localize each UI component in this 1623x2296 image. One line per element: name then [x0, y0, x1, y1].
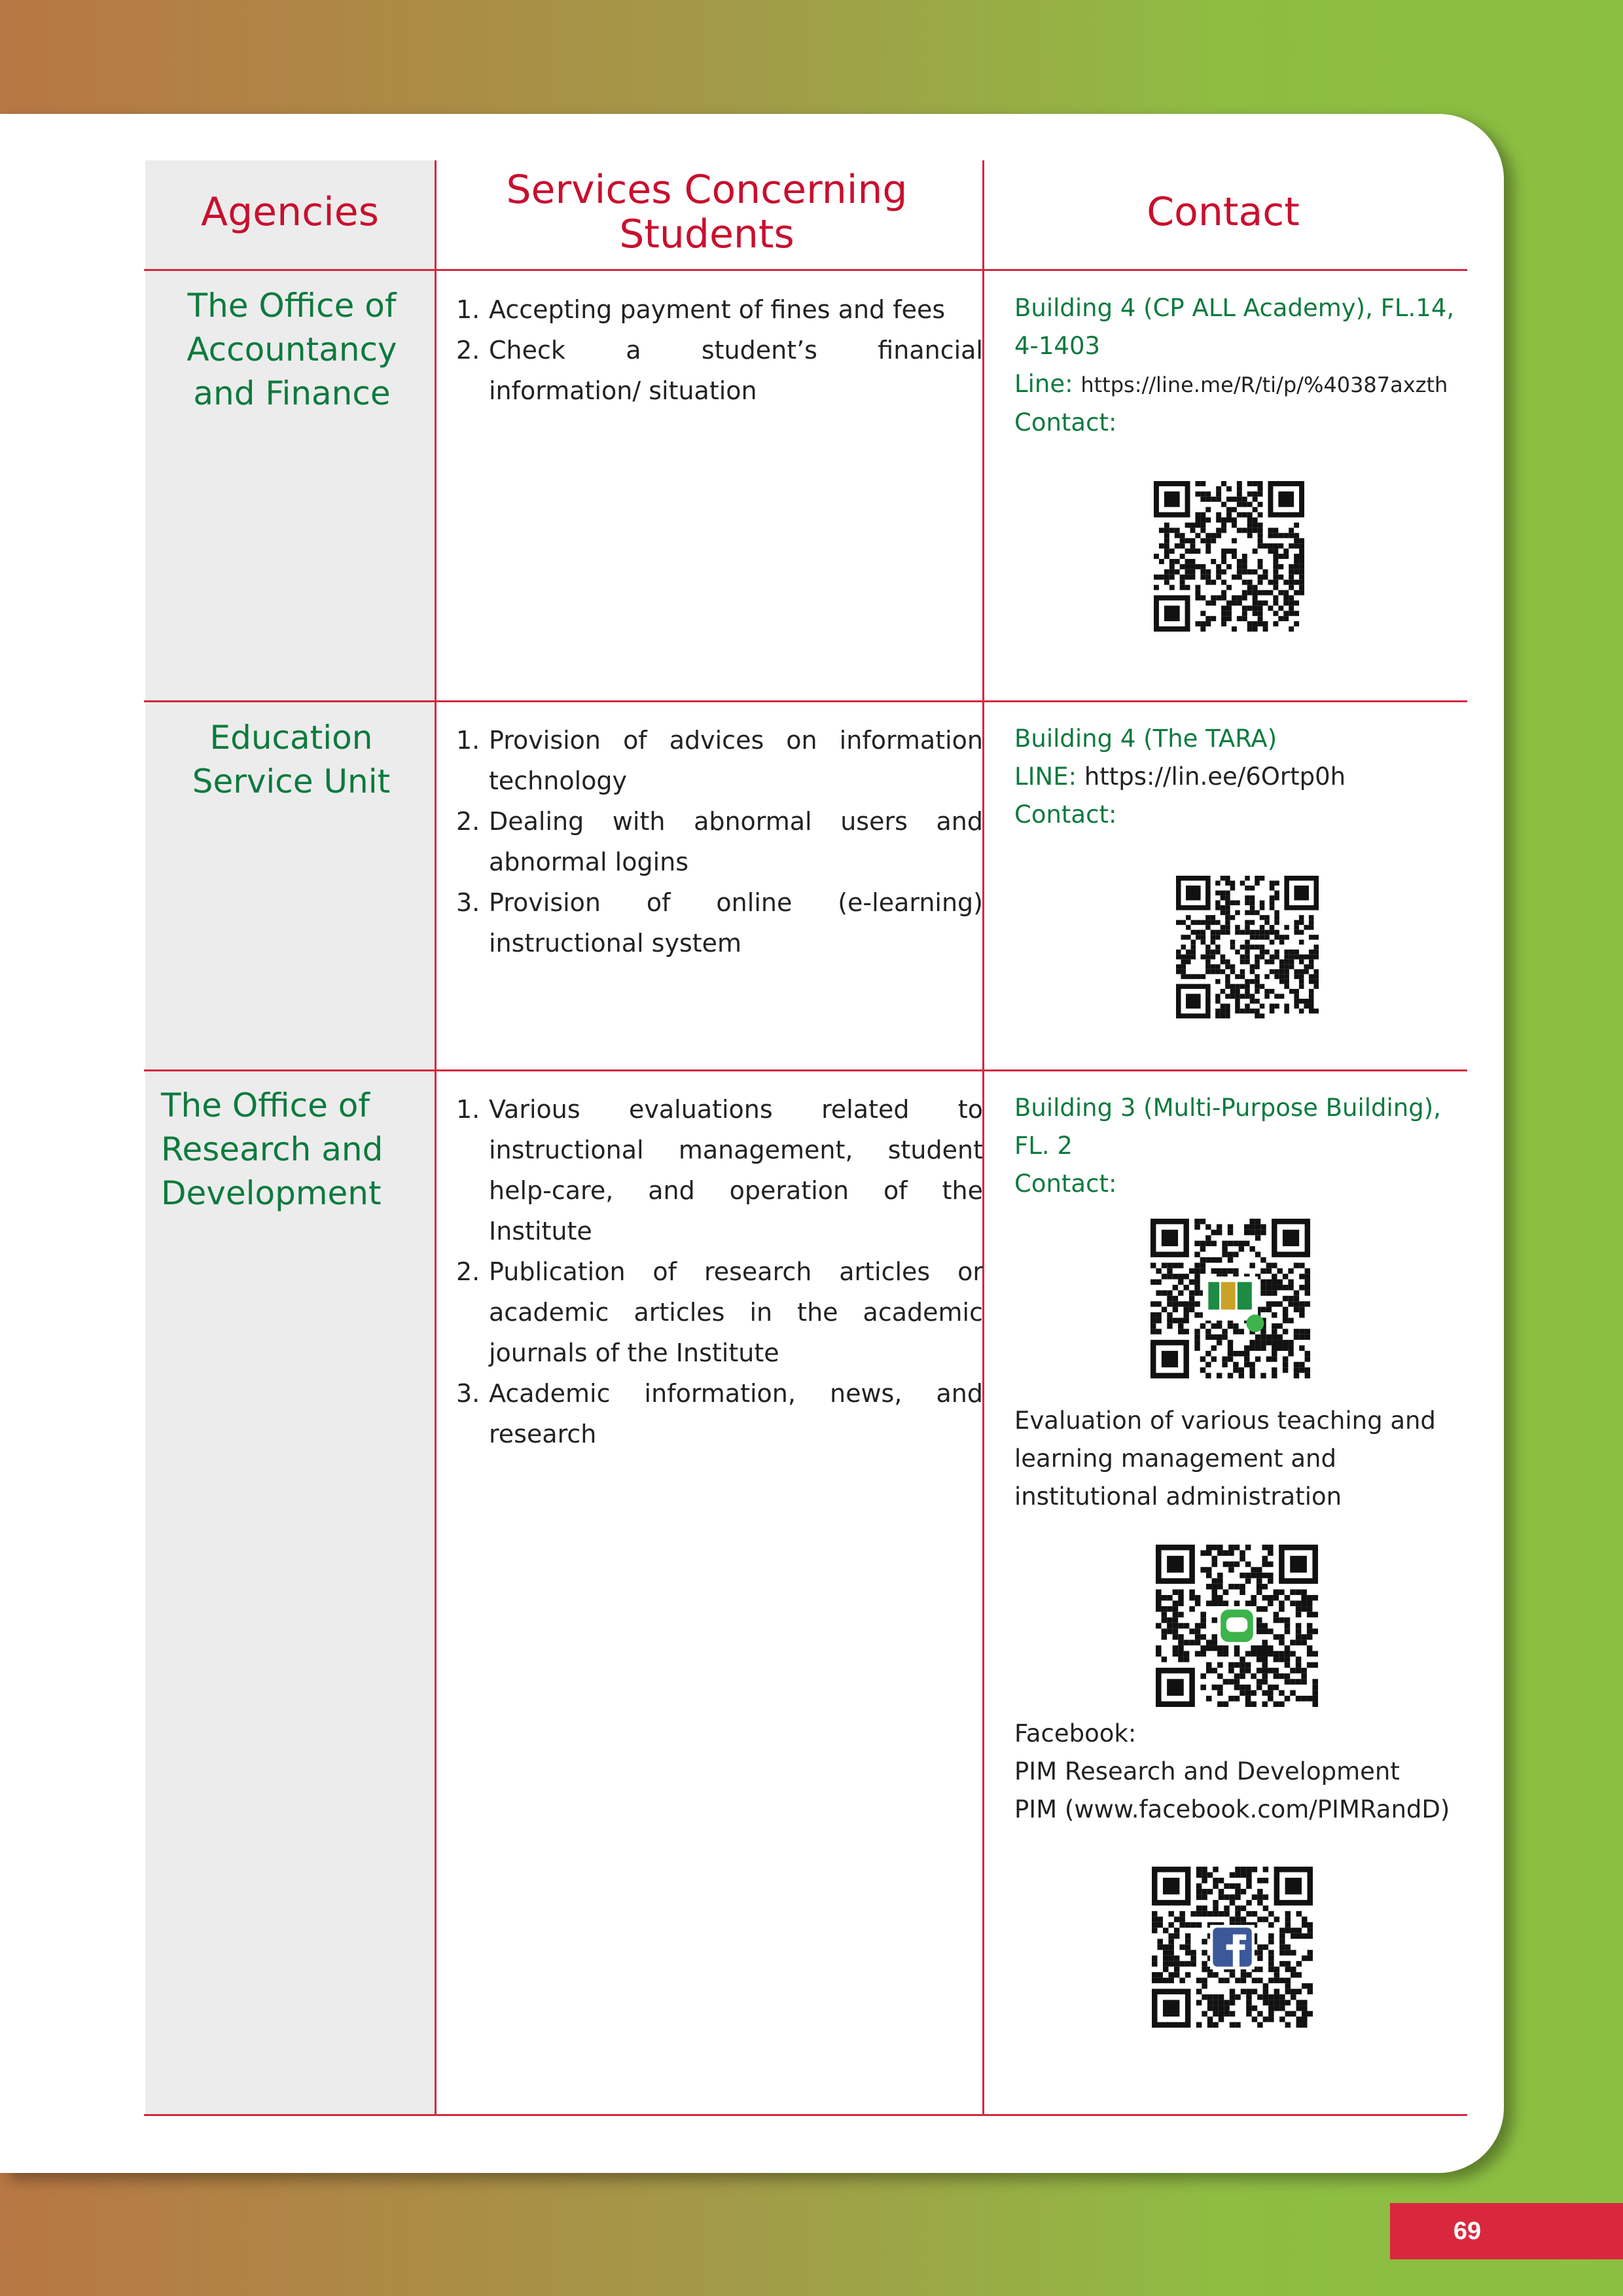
- list-item: 3. Academic information, news, and research: [456, 1379, 983, 1448]
- column-divider-1: [435, 160, 437, 2116]
- services-list-education: [456, 720, 983, 963]
- contact-label: Contact:: [1014, 1170, 1117, 1198]
- location-text: Building 4 (The TARA): [1014, 725, 1277, 753]
- header-contact: Contact: [1147, 189, 1300, 235]
- table-bottom-rule: [144, 2114, 1467, 2116]
- location-text: Building 3 (Multi-Purpose Building), FL. 2: [1014, 1094, 1441, 1160]
- qr-code-icon: [1154, 481, 1304, 632]
- row-rule-1: [144, 700, 1467, 702]
- header-rule: [144, 269, 1467, 271]
- list-item: 2. Publication of research articles or academic articles in the academic journals of the Institute: [456, 1257, 983, 1367]
- evaluation-text: Evaluation of various teaching and learning management and institutional administration: [1014, 1407, 1436, 1511]
- list-item: 3. Provision of online (e-learning) instructional system: [456, 888, 983, 958]
- list-item: 1. Accepting payment of fines and fees: [456, 295, 946, 324]
- services-list-accountancy: [456, 289, 983, 411]
- location-text: Building 4 (CP ALL Academy), FL.14, 4-1403: [1014, 294, 1455, 360]
- line-link[interactable]: https://line.me/R/ti/p/%40387axzth: [1080, 372, 1448, 397]
- line-label: LINE:: [1014, 762, 1077, 791]
- qr-code-facebook-logo-icon: [1152, 1867, 1313, 2028]
- row-rule-2: [144, 1069, 1467, 1071]
- agency-research-development: The Office of Research and Development: [161, 1086, 383, 1212]
- contact-accountancy: [1014, 289, 1459, 442]
- line-row: [1014, 365, 1459, 404]
- line-row: [1014, 758, 1459, 796]
- qr-code-line-logo-icon: [1156, 1545, 1318, 1707]
- header-services: Services Concerning Students: [506, 167, 908, 257]
- list-item: 1. Provision of advices on information technology: [456, 726, 983, 795]
- facebook-info: [1014, 1715, 1466, 1829]
- page-number: 69: [1390, 2203, 1623, 2259]
- facebook-link[interactable]: PIM (www.facebook.com/PIMRandD): [1014, 1795, 1450, 1823]
- facebook-label: Facebook:: [1014, 1719, 1137, 1748]
- agency-education-service-unit: Education Service Unit: [192, 719, 391, 800]
- contact-label: Contact:: [1014, 800, 1117, 829]
- contact-education: [1014, 720, 1459, 834]
- list-item: 2. Dealing with abnormal users and abnormal logins: [456, 807, 983, 876]
- list-item: 1. Various evaluations related to instructional management, student help-care, and operation of the Institute: [456, 1095, 983, 1246]
- qr-code-rd-logo-icon: [1150, 1219, 1310, 1378]
- list-item: 2. Check a student’s financial information/ situation: [456, 336, 983, 405]
- line-label: Line:: [1014, 370, 1073, 398]
- qr-code-icon: [1176, 876, 1319, 1018]
- contact-research: [1014, 1089, 1466, 1203]
- services-list-research: [456, 1089, 983, 1454]
- header-agencies: Agencies: [201, 189, 379, 235]
- contact-label: Contact:: [1014, 408, 1117, 437]
- facebook-page-name: PIM Research and Development: [1014, 1757, 1400, 1785]
- agency-accountancy-finance: The Office of Accountancy and Finance: [187, 287, 397, 412]
- line-link[interactable]: https://lin.ee/6Ortp0h: [1084, 762, 1346, 791]
- bottom-band: [0, 2173, 1623, 2296]
